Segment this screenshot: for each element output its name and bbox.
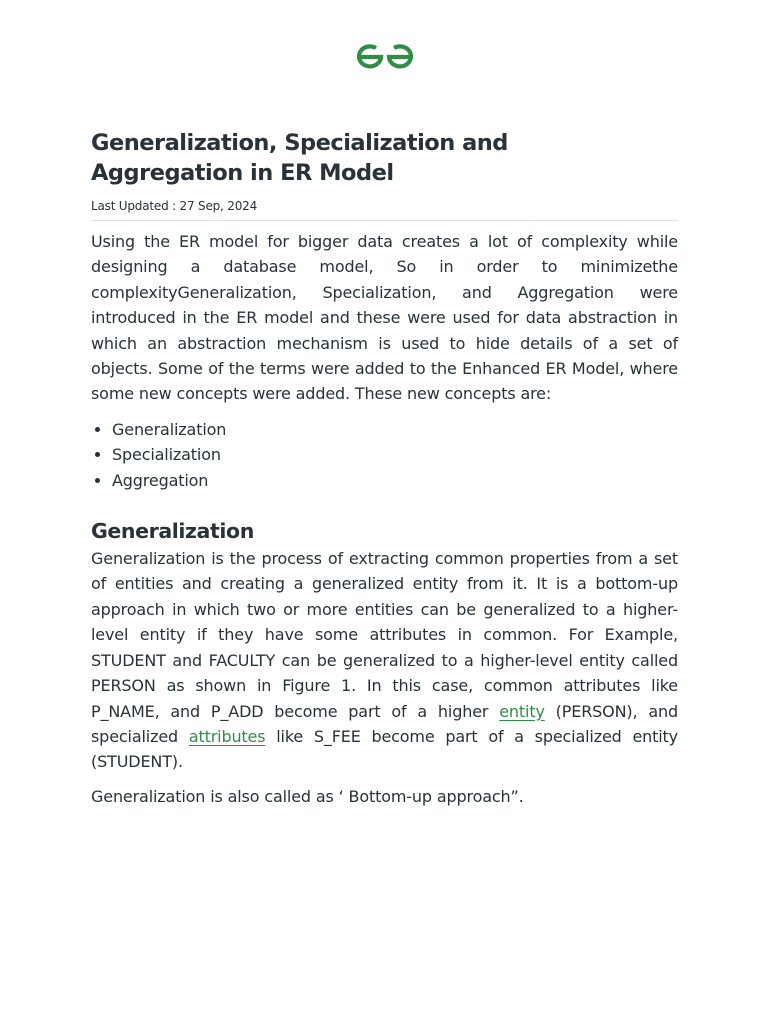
attributes-link[interactable]: attributes [188,726,266,746]
paragraph-text: like S_FEE become part of a specialized entity (STUDENT). [91,726,678,772]
generalization-paragraph [91,546,678,775]
bottom-up-note: Generalization is also called as ‘ Bottom-up approach”. [91,786,524,806]
entity-link[interactable]: entity [499,701,545,721]
section-heading-generalization: Generalization [91,519,254,544]
list-item: • Generalization [112,417,678,442]
last-updated: Last Updated : 27 Sep, 2024 [91,199,258,213]
paragraph-text: Generalization is the process of extracting common properties from a set of entities and creating a generalized entity from it. It is a bottom-up approach in which two or more entities can be generalized to a higher-level entity if they have some attributes in common. For Example, STUDENT and FACULTY can be generalized to a higher-level entity called PERSON as shown in Figure 1. In this case, common attributes like P_NAME, and P_ADD become part of a higher [91,549,678,721]
geeksforgeeks-logo-icon[interactable] [357,42,413,72]
concepts-list [91,417,678,493]
page-title: Generalization, Specialization and Aggregation in ER Model [91,130,508,186]
divider [91,220,678,221]
paragraph-text: (PERSON), and specialized [91,701,678,746]
list-item: • Aggregation [112,468,678,493]
intro-paragraph: Using the ER model for bigger data creates a lot of complexity while designing a database model, So in order to minimizethe complexityGeneralization, Specialization, and Aggregation were introduced in the ER model and these were used for data abstraction in which an abstraction mechanism is used to hide details of a set of objects. Some of the terms were added to the Enhanced ER Model, where some new concepts were added. These new concepts are: [91,232,678,404]
article [91,128,678,809]
list-item: • Specialization [112,442,678,467]
